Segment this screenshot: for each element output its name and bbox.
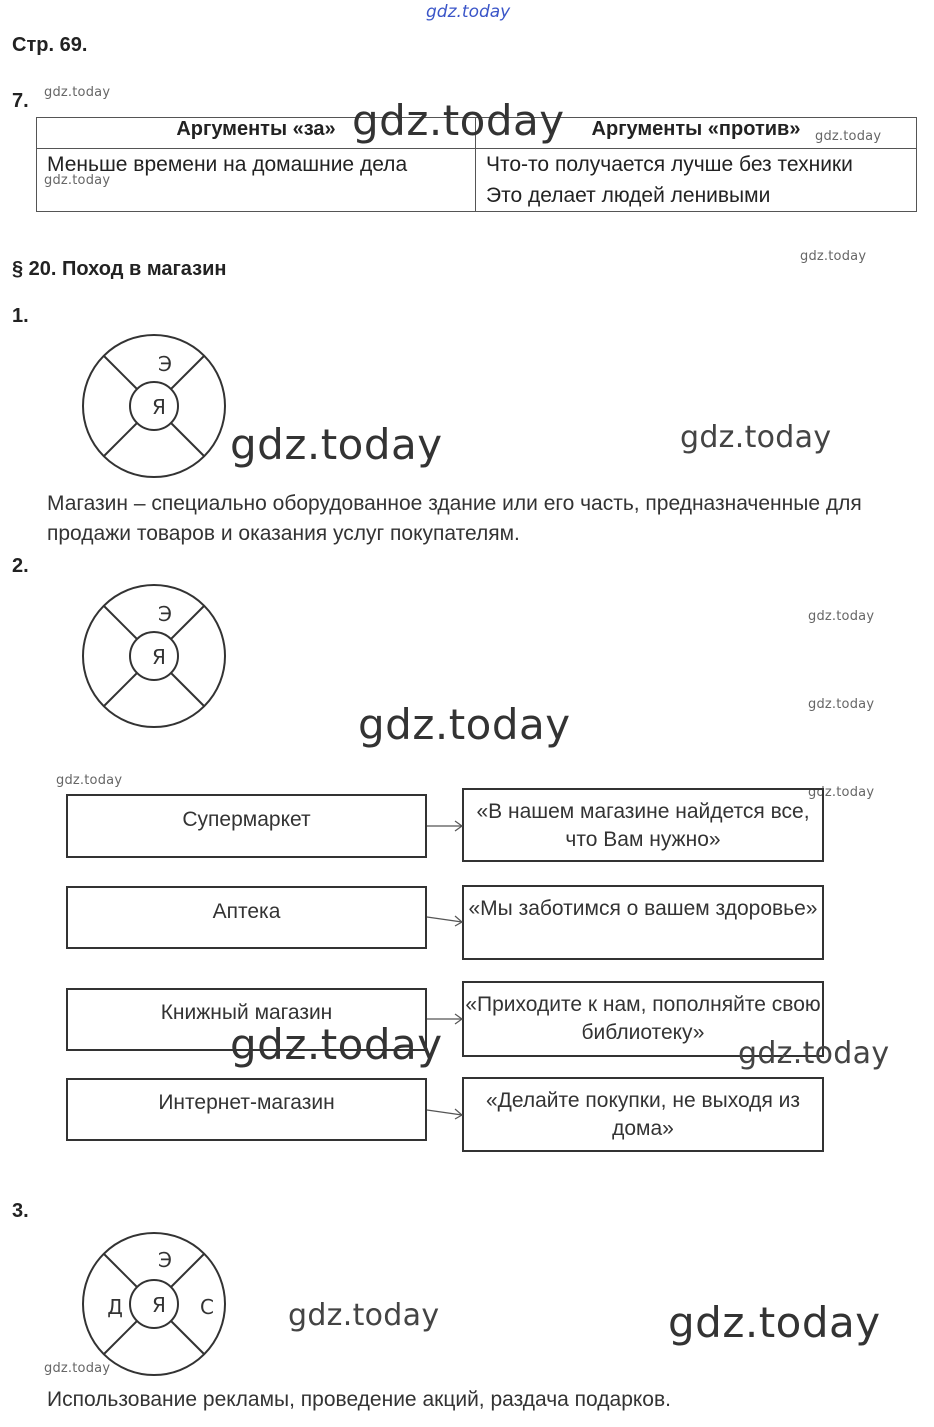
section-title: § 20. Поход в магазин bbox=[12, 258, 227, 280]
shop-box bbox=[66, 1078, 427, 1141]
diagram-label-center: Я bbox=[152, 1293, 166, 1317]
con-cell bbox=[476, 149, 917, 212]
diagram-label-right: С bbox=[200, 1295, 214, 1319]
table-row bbox=[37, 149, 917, 212]
slogan-box bbox=[462, 885, 824, 960]
arrow-head-icon bbox=[455, 1014, 462, 1024]
header-con: Аргументы «против» bbox=[476, 118, 917, 149]
watermark-medium: gdz.today bbox=[288, 1298, 440, 1333]
slogan-label: «Приходите к нам, пополняйте свою библиотеку» bbox=[465, 993, 821, 1044]
watermark-large: gdz.today bbox=[352, 96, 565, 145]
task7-number: 7. bbox=[12, 90, 29, 112]
slogan-label: «Мы заботимся о вашем здоровье» bbox=[468, 897, 818, 920]
task3-sphere-diagram bbox=[81, 1230, 231, 1380]
watermark-small: gdz.today bbox=[808, 697, 875, 712]
slogan-box bbox=[462, 788, 824, 862]
watermark-small: gdz.today bbox=[44, 1361, 111, 1376]
watermark-small: gdz.today bbox=[44, 85, 111, 100]
diagram-label-center: Я bbox=[152, 645, 166, 669]
arrow-head-icon bbox=[455, 821, 462, 831]
pro-item: Меньше времени на домашние дела bbox=[47, 153, 408, 176]
watermark-small: gdz.today bbox=[44, 173, 111, 188]
con-item: Что-то получается лучше без техники bbox=[486, 153, 853, 176]
shop-label: Интернет-магазин bbox=[158, 1091, 335, 1114]
con-item: Это делает людей ленивыми bbox=[486, 184, 771, 207]
shop-box bbox=[66, 886, 427, 949]
task1-number: 1. bbox=[12, 305, 29, 327]
watermark-medium: gdz.today bbox=[680, 420, 832, 455]
task1-sphere-diagram bbox=[81, 332, 231, 482]
task3-number: 3. bbox=[12, 1200, 29, 1222]
top-watermark: gdz.today bbox=[426, 2, 511, 22]
task2-number: 2. bbox=[12, 555, 29, 577]
shop-label: Аптека bbox=[212, 900, 281, 923]
watermark-large: gdz.today bbox=[358, 700, 571, 749]
arrow-icon bbox=[427, 1110, 462, 1115]
watermark-large: gdz.today bbox=[230, 1020, 443, 1069]
watermark-small: gdz.today bbox=[56, 773, 123, 788]
watermark-large: gdz.today bbox=[230, 420, 443, 469]
diagram-label-top: Э bbox=[158, 1248, 172, 1272]
task2-sphere-diagram bbox=[81, 582, 231, 732]
arrow-head-icon bbox=[455, 1109, 462, 1119]
watermark-small: gdz.today bbox=[815, 129, 882, 144]
shop-label: Книжный магазин bbox=[160, 1001, 333, 1024]
shop-label: Супермаркет bbox=[182, 808, 311, 831]
task1-definition: Магазин – специально оборудованное здание или его часть, предназначенные для продажи товаров и оказания услуг покупателям. bbox=[47, 492, 862, 545]
slogan-box bbox=[462, 1077, 824, 1152]
slogan-label: «В нашем магазине найдется все, что Вам нужно» bbox=[476, 800, 810, 851]
header-pro: Аргументы «за» bbox=[37, 118, 476, 149]
arrow-icon bbox=[427, 917, 462, 922]
diagram-label-top: Э bbox=[158, 352, 172, 376]
diagram-label-left: Д bbox=[107, 1295, 123, 1319]
page-reference: Стр. 69. bbox=[12, 34, 88, 56]
diagram-label-center: Я bbox=[152, 395, 166, 419]
task3-answer: Использование рекламы, проведение акций, раздача подарков. bbox=[47, 1388, 671, 1411]
arrow-head-icon bbox=[455, 916, 462, 926]
watermark-medium: gdz.today bbox=[738, 1036, 890, 1071]
diagram-label-top: Э bbox=[158, 602, 172, 626]
watermark-small: gdz.today bbox=[808, 785, 875, 800]
slogan-label: «Делайте покупки, не выходя из дома» bbox=[485, 1089, 801, 1140]
watermark-large: gdz.today bbox=[668, 1298, 881, 1347]
watermark-small: gdz.today bbox=[808, 609, 875, 624]
shop-box bbox=[66, 794, 427, 858]
watermark-small: gdz.today bbox=[800, 249, 867, 264]
